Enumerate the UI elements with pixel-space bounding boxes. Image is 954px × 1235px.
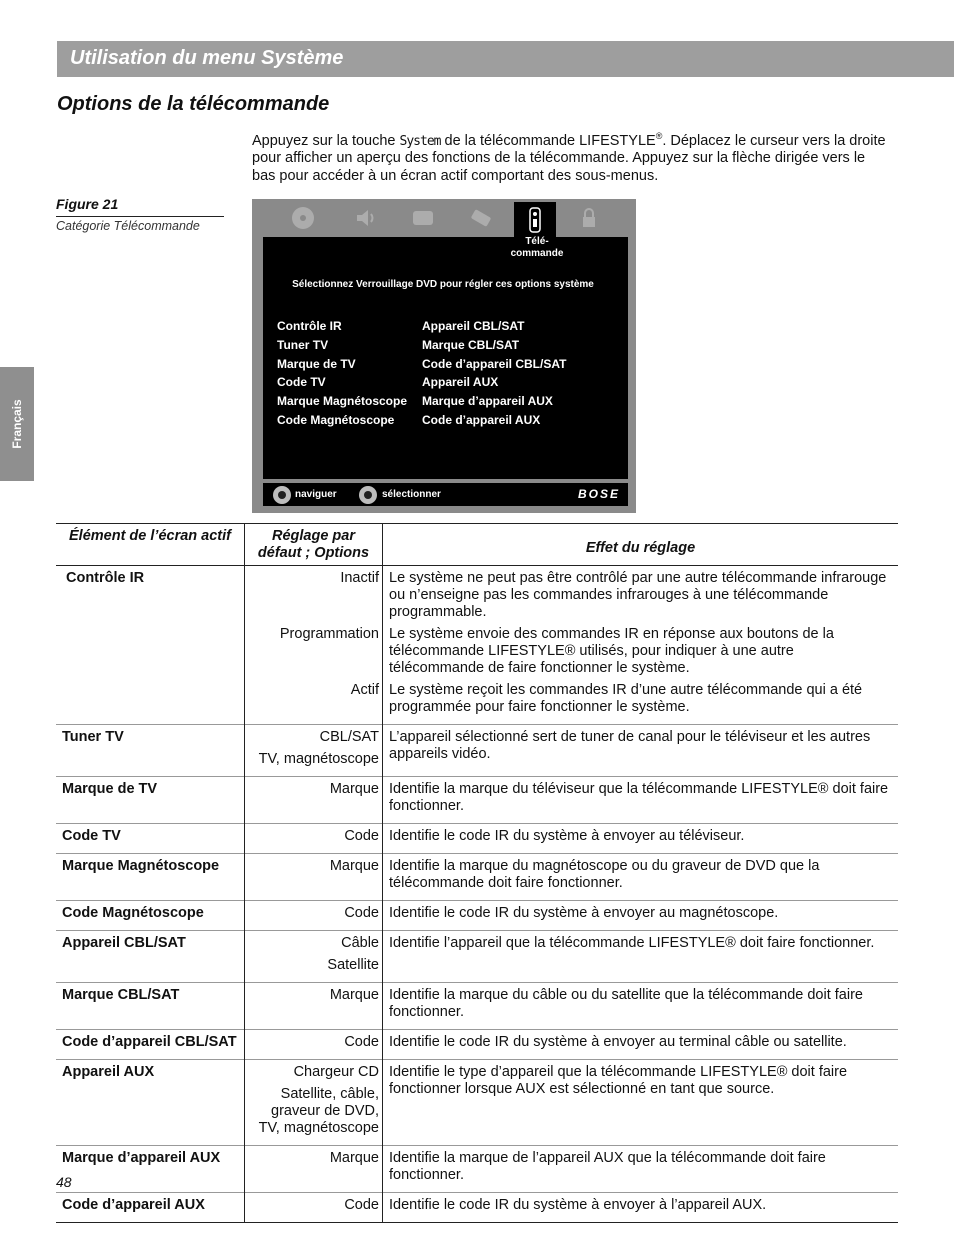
screen-instruction: Sélectionnez Verrouillage DVD pour régler ces options système	[292, 279, 594, 290]
table-row	[56, 566, 898, 725]
option-value: Marque	[329, 781, 379, 797]
figure-rule	[56, 216, 224, 217]
row-effects	[383, 901, 899, 931]
effect-text: Identifie le code IR du système à envoyer à l’appareil AUX.	[389, 1197, 767, 1213]
screen-menu-item[interactable]: Contrôle IR	[277, 319, 342, 333]
tv-icon	[410, 205, 436, 231]
screen-menu-left	[277, 317, 407, 430]
effect-text: Identifie l’appareil que la télécommande LIFESTYLE® doit faire fonctionner.	[389, 935, 875, 951]
screen-menu-item[interactable]: Marque CBL/SAT	[422, 337, 520, 352]
table-row	[56, 725, 898, 777]
card-icon	[468, 205, 494, 231]
table-row	[56, 824, 898, 854]
language-label: Français	[10, 399, 24, 449]
row-effects	[383, 777, 899, 824]
row-item: Tuner TV	[56, 725, 245, 777]
table-row	[56, 1193, 898, 1223]
page-number: 48	[56, 1174, 72, 1190]
row-effects	[383, 1146, 899, 1193]
system-key-label: System	[399, 133, 441, 149]
screen-menu-item[interactable]: Code TV	[277, 375, 326, 390]
row-item: Code d’appareil CBL/SAT	[56, 1030, 245, 1060]
section-title: Options de la télécommande	[57, 93, 330, 115]
effect-text: Identifie la marque du téléviseur que la télécommande LIFESTYLE® doit faire fonctionner.	[389, 781, 889, 814]
language-side-tab	[0, 367, 34, 481]
row-options	[245, 1060, 383, 1146]
effect-text: Identifie le code IR du système à envoyer au magnétoscope.	[389, 905, 779, 921]
option-value: Code	[344, 828, 379, 844]
table-header-row	[56, 524, 898, 566]
lock-icon	[576, 205, 602, 231]
row-effects	[383, 1030, 899, 1060]
row-item: Contrôle IR	[56, 566, 245, 725]
row-item: Marque de TV	[56, 777, 245, 824]
chapter-header-bar	[57, 41, 954, 77]
remote-icon	[527, 207, 543, 233]
header-item: Élément de l’écran actif	[56, 524, 245, 566]
option-value: Code	[344, 1034, 379, 1050]
header-effect: Effet du réglage	[383, 524, 899, 566]
screen-menu-item[interactable]: Code d’appareil AUX	[422, 412, 541, 427]
navigate-label: naviguer	[295, 489, 337, 500]
row-item: Code d’appareil AUX	[56, 1193, 245, 1223]
row-options	[245, 931, 383, 983]
row-options	[245, 901, 383, 931]
effect-text: L’appareil sélectionné sert de tuner de canal pour le téléviseur et les autres appareils vidéo.	[389, 729, 871, 762]
option-value: Satellite, câble, graveur de DVD, TV, magnétoscope	[258, 1086, 379, 1136]
speaker-icon	[352, 205, 378, 231]
option-value: CBL/SAT	[319, 729, 379, 745]
remote-options-table	[56, 523, 898, 1223]
row-effects	[383, 566, 899, 725]
row-options	[245, 1193, 383, 1223]
row-options	[245, 983, 383, 1030]
row-effects	[383, 854, 899, 901]
table-row	[56, 1030, 898, 1060]
screen-menu-right	[422, 317, 566, 430]
remote-category-screen	[252, 199, 636, 513]
effect-text: Identifie le code IR du système à envoyer au téléviseur.	[389, 828, 745, 844]
row-options	[245, 1146, 383, 1193]
row-item: Code Magnétoscope	[56, 901, 245, 931]
row-effects	[383, 824, 899, 854]
row-effects	[383, 1060, 899, 1146]
table-row	[56, 1060, 898, 1146]
screen-menu-item[interactable]: Marque Magnétoscope	[277, 394, 408, 409]
table-row	[56, 901, 898, 931]
row-options	[245, 824, 383, 854]
table-row	[56, 983, 898, 1030]
bose-logo: BOSE	[577, 487, 620, 501]
screen-content	[263, 237, 628, 479]
category-icon-bar	[252, 199, 636, 237]
option-value: Marque	[329, 858, 379, 874]
effect-text: Le système reçoit les commandes IR d’une autre télécommande qui a été programmée pour faire fonctionner le système.	[389, 682, 863, 715]
effect-text: Identifie la marque du câble ou du satellite que la télécommande doit faire fonctionner.	[389, 987, 863, 1020]
chapter-title: Utilisation du menu Système	[70, 47, 344, 69]
row-item: Appareil CBL/SAT	[56, 931, 245, 983]
disc-icon	[290, 205, 316, 231]
screen-menu-item[interactable]: Marque de TV	[277, 356, 356, 371]
row-item: Marque CBL/SAT	[56, 983, 245, 1030]
row-options	[245, 566, 383, 725]
screen-menu-item[interactable]: Marque d’appareil AUX	[422, 394, 553, 409]
table-row	[56, 854, 898, 901]
option-value: Marque	[329, 1150, 379, 1166]
effect-text: Identifie la marque de l’appareil AUX que la télécommande doit faire fonctionner.	[389, 1150, 826, 1183]
row-item: Code TV	[56, 824, 245, 854]
screen-menu-item[interactable]: Appareil CBL/SAT	[422, 319, 525, 333]
option-value: Câble	[341, 935, 379, 951]
row-item: Marque d’appareil AUX	[56, 1146, 245, 1193]
figure-caption: Catégorie Télécommande	[56, 219, 200, 233]
screen-menu-item[interactable]: Code d’appareil CBL/SAT	[422, 356, 567, 371]
figure-label: Figure 21	[56, 196, 119, 212]
option-value: Inactif	[340, 570, 379, 586]
row-options	[245, 1030, 383, 1060]
active-tab-label: Télé- commande	[510, 236, 564, 259]
row-options	[245, 854, 383, 901]
option-value: Marque	[329, 987, 379, 1003]
row-options	[245, 725, 383, 777]
table-row	[56, 931, 898, 983]
effect-text: Le système envoie des commandes IR en réponse aux boutons de la télécommande LIFESTYLE® utilisés, pour indiquer à une autre télécommande de faire fonctionner le système.	[389, 626, 834, 676]
row-effects	[383, 931, 899, 983]
screen-menu-item[interactable]: Code Magnétoscope	[277, 412, 395, 427]
option-value: Code	[344, 905, 379, 921]
header-default: Réglage par défaut ; Options	[245, 524, 383, 566]
row-options	[245, 777, 383, 824]
option-value: Code	[344, 1197, 379, 1213]
intro-paragraph: Appuyez sur la touche System de la télécommande LIFESTYLE®. Déplacez le curseur vers la droite pour afficher un aperçu des fonctions de la télécommande. Appuyez sur la flèche dirigée vers le bas pour accéder à un écran actif comportant des sous-menus.	[252, 131, 886, 184]
option-value: TV, magnétoscope	[258, 751, 379, 767]
select-pad-icon	[359, 486, 377, 504]
row-item: Appareil AUX	[56, 1060, 245, 1146]
row-effects	[383, 983, 899, 1030]
effect-text: Identifie le code IR du système à envoyer au terminal câble ou satellite.	[389, 1034, 847, 1050]
remote-tab-active[interactable]	[514, 202, 556, 238]
option-value: Chargeur CD	[293, 1064, 379, 1080]
select-label: sélectionner	[382, 489, 441, 500]
table-row	[56, 1146, 898, 1193]
row-effects	[383, 1193, 899, 1223]
option-value: Satellite	[327, 957, 379, 973]
option-value: Programmation	[279, 626, 379, 642]
effect-text: Le système ne peut pas être contrôlé par une autre télécommande infrarouge ou n’enseigne pas les commandes infrarouges à une télécommande programmable.	[389, 570, 887, 620]
effect-text: Identifie le type d’appareil que la télécommande LIFESTYLE® doit faire fonctionner lorsque AUX est sélectionné en tant que source.	[389, 1064, 848, 1097]
screen-menu-item[interactable]: Appareil AUX	[422, 375, 499, 390]
screen-menu-item[interactable]: Tuner TV	[277, 337, 329, 352]
option-value: Actif	[350, 682, 379, 698]
navigate-pad-icon	[273, 486, 291, 504]
table-row	[56, 777, 898, 824]
row-effects	[383, 725, 899, 777]
row-item: Marque Magnétoscope	[56, 854, 245, 901]
effect-text: Identifie la marque du magnétoscope ou du graveur de DVD que la télécommande doit faire fonctionner.	[389, 858, 820, 891]
screen-bottom-bar	[263, 483, 628, 506]
